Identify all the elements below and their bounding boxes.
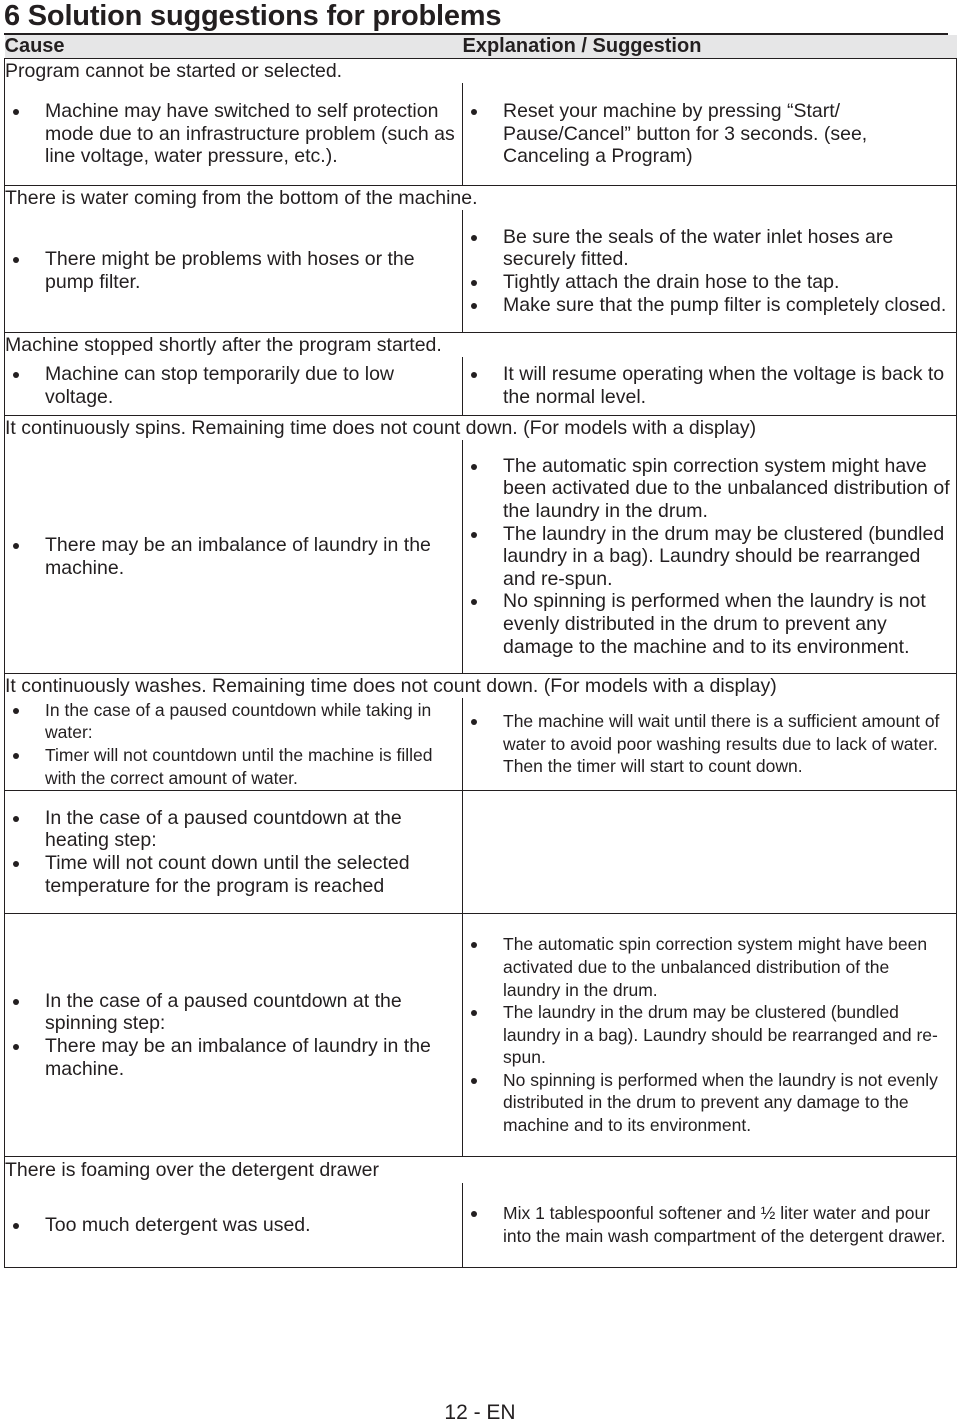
list-item-text: Tightly attach the drain hose to the tap.	[503, 271, 840, 293]
list-item	[463, 1001, 956, 1069]
list-item-text: In the case of a paused countdown at the heating step:	[45, 806, 402, 852]
table-row	[5, 210, 957, 333]
bullet-icon	[13, 109, 19, 115]
list-item	[463, 455, 956, 523]
suggestion-list	[463, 100, 956, 168]
section-heading: Machine stopped shortly after the program started.	[5, 333, 957, 358]
suggestion-cell	[463, 357, 957, 416]
list-item-text: Timer will not countdown until the machine is filled with the correct amount of water.	[45, 745, 433, 788]
list-item	[463, 226, 956, 271]
bullet-icon	[13, 816, 19, 822]
list-item	[5, 534, 462, 579]
page-title: 6 Solution suggestions for problems	[4, 0, 502, 32]
table-row	[5, 914, 957, 1157]
bullet-icon	[471, 599, 477, 605]
list-item-text: Too much detergent was used.	[45, 1213, 311, 1236]
bullet-icon	[471, 1078, 477, 1084]
section-heading: Program cannot be started or selected.	[5, 59, 957, 84]
list-item-text: Time will not count down until the selected temperature for the program is reached	[45, 852, 410, 897]
table-header	[5, 35, 957, 59]
cause-cell	[5, 83, 463, 186]
section-heading: There is water coming from the bottom of the machine.	[5, 186, 957, 211]
section-heading: It continuously washes. Remaining time does not count down. (For models with a display)	[5, 674, 957, 699]
suggestion-list	[463, 455, 956, 658]
bullet-icon	[471, 1010, 477, 1016]
suggestion-list	[463, 710, 956, 778]
list-item-text: No spinning is performed when the laundry is not evenly distributed in the drum to prevent any damage to the machine and to its environment.	[503, 1069, 938, 1136]
cause-list	[5, 363, 462, 408]
troubleshooting-table	[4, 35, 957, 1268]
cause-cell	[5, 357, 463, 416]
cause-cell	[5, 210, 463, 333]
list-item-text: Machine can stop temporarily due to low voltage.	[45, 363, 395, 408]
list-item	[5, 100, 462, 168]
bullet-icon	[13, 999, 19, 1005]
suggestion-cell	[463, 440, 957, 674]
list-item	[463, 271, 956, 294]
list-item	[463, 710, 956, 778]
bullet-icon	[13, 372, 19, 378]
list-item	[5, 1035, 462, 1080]
bullet-icon	[471, 280, 477, 286]
list-item-text: Be sure the seals of the water inlet hoses are securely fitted.	[503, 225, 894, 271]
list-item-text: Mix 1 tablespoonful softener and ½ liter water and pour into the main wash compartment of the detergent drawer.	[503, 1203, 946, 1246]
list-item-text: The laundry in the drum may be clustered (bundled laundry in a bag). Laundry should be rearranged and re-spun.	[503, 1002, 938, 1068]
cause-list	[5, 100, 462, 168]
suggestion-list	[463, 933, 956, 1136]
suggestion-cell	[463, 210, 957, 333]
section-heading-row	[5, 674, 957, 699]
bullet-icon	[471, 109, 477, 115]
suggestion-list	[463, 1202, 956, 1247]
list-item	[5, 363, 462, 408]
cause-list	[5, 248, 462, 293]
suggestion-cell	[463, 791, 957, 914]
list-item-text: There may be an imbalance of laundry in the machine.	[45, 1035, 431, 1080]
list-item	[463, 933, 956, 1001]
bullet-icon	[471, 303, 477, 309]
section-heading-row	[5, 416, 957, 441]
bullet-icon	[471, 1211, 477, 1217]
cause-list	[5, 990, 462, 1080]
list-item	[5, 744, 462, 789]
suggestion-cell	[463, 83, 957, 186]
cause-list	[5, 807, 462, 897]
bullet-icon	[13, 543, 19, 549]
list-item-text: Reset your machine by pressing “Start/ Pause/Cancel” button for 3 seconds. (see, Canceling a Program)	[503, 100, 868, 168]
cause-cell	[5, 440, 463, 674]
suggestion-list	[463, 226, 956, 316]
bullet-icon	[13, 708, 19, 714]
bullet-icon	[471, 372, 477, 378]
list-item	[5, 807, 462, 852]
list-item	[463, 100, 956, 168]
list-item-text: The automatic spin correction system might have been activated due to the unbalanced distribution of the laundry in the drum.	[503, 454, 950, 523]
section-heading-row	[5, 1157, 957, 1184]
cause-list	[5, 534, 462, 579]
bullet-icon	[13, 257, 19, 263]
explanation-header: Explanation / Suggestion	[463, 35, 957, 59]
cause-cell	[5, 914, 463, 1157]
section-heading: There is foaming over the detergent drawer	[5, 1157, 957, 1184]
suggestion-cell	[463, 698, 957, 791]
list-item-text: In the case of a paused countdown at the spinning step:	[45, 989, 402, 1035]
list-item-text: The laundry in the drum may be clustered (bundled laundry in a bag). Laundry should be rearranged and re-spun.	[503, 522, 945, 590]
bullet-icon	[471, 942, 477, 948]
list-item-text: Machine may have switched to self protection mode due to an infrastructure problem (such as line voltage, water pressure, etc.).	[45, 100, 455, 168]
page-number: 12 - EN	[444, 1401, 516, 1424]
list-item	[5, 1214, 462, 1237]
bullet-icon	[13, 1223, 19, 1229]
list-item-text: The automatic spin correction system might have been activated due to the unbalanced distribution of the laundry in the drum.	[503, 934, 928, 1000]
section-heading-row	[5, 186, 957, 211]
list-item	[463, 1202, 956, 1247]
list-item	[5, 248, 462, 293]
cause-cell	[5, 1183, 463, 1268]
section-heading-row	[5, 59, 957, 84]
table-row	[5, 698, 957, 791]
list-item	[463, 590, 956, 658]
suggestion-cell	[463, 1183, 957, 1268]
list-item-text: There might be problems with hoses or the pump filter.	[45, 248, 415, 293]
list-item-text: In the case of a paused countdown while taking in water:	[45, 699, 432, 743]
bullet-icon	[471, 532, 477, 538]
bullet-icon	[471, 719, 477, 725]
list-item	[463, 1069, 956, 1137]
cause-cell	[5, 698, 463, 791]
table-row	[5, 1183, 957, 1268]
list-item-text: It will resume operating when the voltage is back to the normal level.	[503, 363, 945, 408]
list-item	[463, 363, 956, 408]
list-item-text: Make sure that the pump filter is completely closed.	[503, 293, 947, 316]
cause-list	[5, 1214, 462, 1237]
cause-header: Cause	[5, 35, 463, 59]
bullet-icon	[471, 235, 477, 241]
bullet-icon	[13, 753, 19, 759]
list-item-text: No spinning is performed when the laundry is not evenly distributed in the drum to prevent any damage to the machine and to its environment.	[503, 590, 926, 658]
list-item-text: The machine will wait until there is a sufficient amount of water to avoid poor washing results due to lack of water. Then the timer will start to count down.	[503, 711, 940, 777]
list-item	[463, 523, 956, 591]
table-row	[5, 357, 957, 416]
bullet-icon	[13, 861, 19, 867]
list-item	[463, 294, 956, 317]
list-item	[5, 699, 462, 744]
section-heading: It continuously spins. Remaining time does not count down. (For models with a display)	[5, 416, 957, 441]
list-item	[5, 990, 462, 1035]
cause-cell	[5, 791, 463, 914]
table-row	[5, 83, 957, 186]
suggestion-list	[463, 363, 956, 408]
section-heading-row	[5, 333, 957, 358]
table-row	[5, 440, 957, 674]
cause-list	[5, 699, 462, 789]
list-item-text: There may be an imbalance of laundry in the machine.	[45, 533, 431, 579]
table-row	[5, 791, 957, 914]
list-item	[5, 852, 462, 897]
suggestion-cell	[463, 914, 957, 1157]
bullet-icon	[13, 1044, 19, 1050]
bullet-icon	[471, 464, 477, 470]
